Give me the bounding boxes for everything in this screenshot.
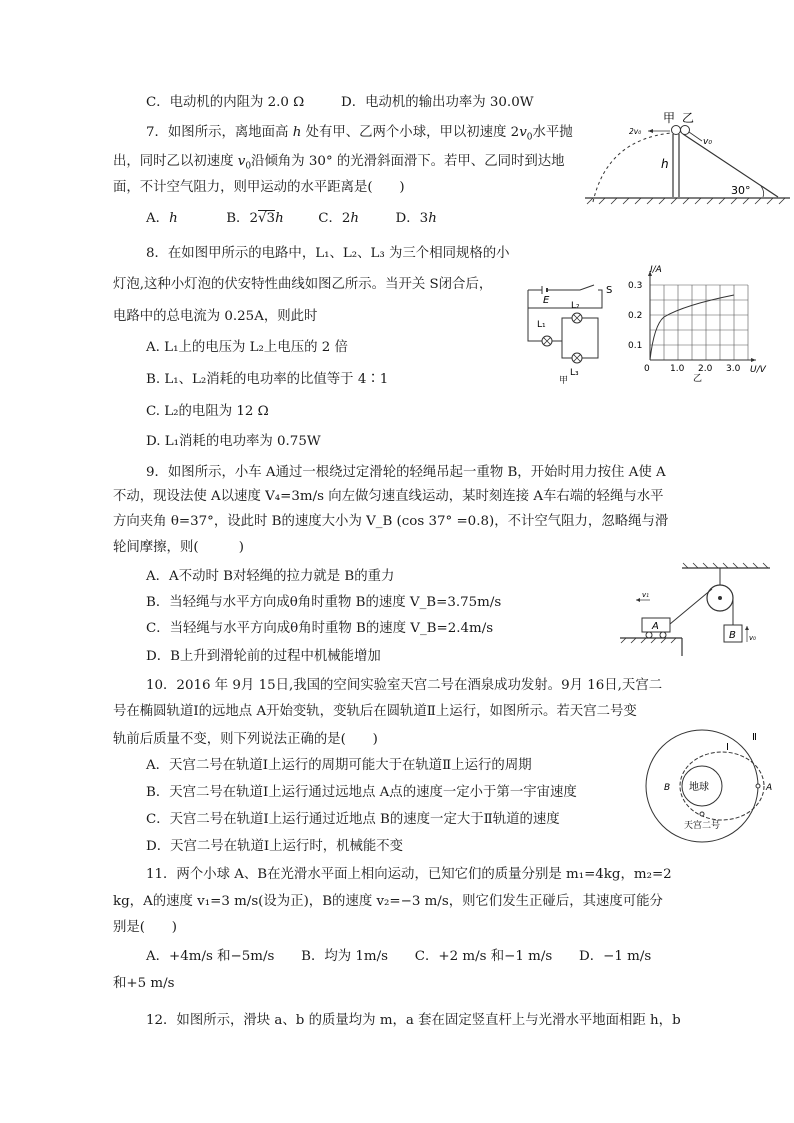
q7-line-2: 出，同时乙以初速度 $v_0$沿倾角为 30° 的光滑斜面滑下。若甲、乙同时到达地 xyxy=(113,154,565,172)
q10-option-d: D．天宫二号在轨道Ⅰ上运行时，机械能不变 xyxy=(146,839,404,854)
graph-ylabel: I/A xyxy=(650,265,662,275)
q7-line-1: 7．如图所示，离地面高 h 处有甲、乙两个小球，甲以初速度 $2v_0$水平抛 xyxy=(146,125,573,143)
xtick-0: 0 xyxy=(644,364,650,374)
graph-xlabel: U/V xyxy=(750,365,766,375)
q10-option-a: A．天宫二号在轨道Ⅰ上运行的周期可能大于在轨道Ⅱ上运行的周期 xyxy=(146,758,532,773)
ytick-0-1: 0.1 xyxy=(628,341,643,351)
q9-option-c: C．当轻绳与水平方向成θ角时重物 B的速度 V_B=2.4m/s xyxy=(146,621,494,636)
label-2v0: 2v₀ xyxy=(629,127,642,136)
q8-option-c: C. L₂的电阻为 12 Ω xyxy=(146,404,269,419)
q8-line-2: 灯泡,这种小灯泡的伏安特性曲线如图乙所示。当开关 S闭合后， xyxy=(113,277,493,292)
q10-orbit-figure xyxy=(640,728,780,856)
q11-line-3: 别是( ) xyxy=(113,920,178,935)
q8-iv-graph xyxy=(624,265,774,383)
ball-yi xyxy=(681,126,690,135)
label-a: A xyxy=(652,621,659,632)
q6-option-c: C．电动机的内阻为 2.0 Ω xyxy=(146,95,305,110)
q7-figure xyxy=(585,110,790,210)
q9-option-a: A．A不动时 B对轻绳的拉力就是 B的重力 xyxy=(146,569,395,584)
label-30deg: 30° xyxy=(731,184,751,197)
label-earth: 地球 xyxy=(689,782,709,793)
label-h: h xyxy=(661,157,669,171)
label-v0: v₀ xyxy=(703,137,712,147)
label-e: E xyxy=(543,295,550,306)
svg-text:v₁: v₁ xyxy=(642,591,649,599)
label-point-b: B xyxy=(664,783,671,793)
q8-option-b: B. L₁、L₂消耗的电功率的比值等于 4∶1 xyxy=(146,372,389,387)
q9-option-b: B．当轻绳与水平方向成θ角时重物 B的速度 V_B=3.75m/s xyxy=(146,595,502,610)
q7-line-3: 面，不计空气阻力，则甲运动的水平距离是( ) xyxy=(113,180,405,195)
circuit-caption: 甲 xyxy=(559,376,569,385)
q10-line-3: 轨前后质量不变，则下列说法正确的是( ) xyxy=(113,732,378,747)
q10-option-b: B．天宫二号在轨道Ⅰ上运行通过远地点 A点的速度一定小于第一宇宙速度 xyxy=(146,785,577,800)
q6-option-d: D．电动机的输出功率为 30.0W xyxy=(341,95,534,110)
label-orbit-i: Ⅰ xyxy=(726,742,729,753)
label-l3: L₃ xyxy=(570,368,579,378)
projectile-trajectory xyxy=(593,133,671,202)
label-l1: L₁ xyxy=(537,320,546,330)
label-l2: L₂ xyxy=(571,301,580,311)
label-jia: 甲 xyxy=(663,111,676,125)
q8-option-d: D. L₁消耗的电功率为 0.75W xyxy=(146,434,321,449)
q11-line-1: 11．两个小球 A、B在光滑水平面上相向运动，已知它们的质量分别是 m₁=4kg，m₂=2 xyxy=(146,867,672,882)
label-point-a: A xyxy=(766,783,773,793)
q11-options: A．+4m/s 和−5m/s B．均为 1m/s C．+2 m/s 和−1 m/s D．−1 m/s xyxy=(146,949,652,964)
label-yi: 乙 xyxy=(682,111,695,125)
label-b: B xyxy=(729,630,736,641)
q10-option-c: C．天宫二号在轨道Ⅰ上运行通过近地点 B的速度一定大于Ⅱ轨道的速度 xyxy=(146,812,560,827)
svg-text:v₀: v₀ xyxy=(749,634,756,642)
label-station: 天宫二号 xyxy=(684,821,721,831)
xtick-1: 1.0 xyxy=(670,364,685,374)
graph-caption: 乙 xyxy=(693,374,703,383)
q11-option-d-tail: 和+5 m/s xyxy=(113,976,175,991)
q10-line-2: 号在椭圆轨道Ⅰ的远地点 A开始变轨，变轨后在圆轨道Ⅱ上运行，如图所示。若天宫二号变 xyxy=(113,704,637,719)
label-s: S xyxy=(606,285,613,296)
q9-figure xyxy=(620,560,770,660)
q8-line-3: 电路中的总电流为 0.25A，则此时 xyxy=(113,309,318,324)
q10-line-1: 10．2016 年 9月 15日,我国的空间实验室天宫二号在酒泉成功发射。9月 16日,天宫二 xyxy=(146,678,663,693)
xtick-3: 3.0 xyxy=(726,364,741,374)
ytick-0-2: 0.2 xyxy=(628,311,643,321)
rope-slanted xyxy=(670,589,712,624)
q12-line-1: 12．如图所示，滑块 a、b 的质量均为 m，a 套在固定竖直杆上与光滑水平地面相距 h，b xyxy=(146,1013,681,1028)
q7-options: A．h B．2√3h C．2h D．3h xyxy=(146,211,437,226)
label-orbit-ii: Ⅱ xyxy=(752,732,757,743)
ball-jia xyxy=(672,126,681,135)
xtick-2: 2.0 xyxy=(698,364,713,374)
q8-circuit xyxy=(522,283,622,385)
q9-line-2: 不动，现设法使 A以速度 V₄=3m/s 向左做匀速直线运动，某时刻连接 A车右端的轻绳与水平 xyxy=(113,489,664,504)
q9-line-3: 方向夹角 θ=37°，设此时 B的速度大小为 V_B (cos 37° =0.8)，不计空气阻力，忽略绳与滑 xyxy=(113,514,669,529)
ytick-0-3: 0.3 xyxy=(628,281,643,291)
graph-grid xyxy=(650,285,748,360)
q9-line-1: 9．如图所示，小车 A通过一根绕过定滑轮的轻绳吊起一重物 B，开始时用力按住 A使 A xyxy=(146,465,666,480)
q9-line-4: 轮间摩擦，则( ) xyxy=(113,540,244,555)
q8-line-1: 8．在如图甲所示的电路中，L₁、L₂、L₃ 为三个相同规格的小 xyxy=(146,246,510,261)
station-marker xyxy=(700,812,704,816)
q8-option-a: A. L₁上的电压为 L₂上电压的 2 倍 xyxy=(146,340,348,355)
q11-line-2: kg，A的速度 v₁=3 m/s(设为正)，B的速度 v₂=−3 m/s，则它们发生正碰后，其速度可能分 xyxy=(113,894,663,909)
q9-option-d: D．B上升到滑轮前的过程中机械能增加 xyxy=(146,649,381,664)
